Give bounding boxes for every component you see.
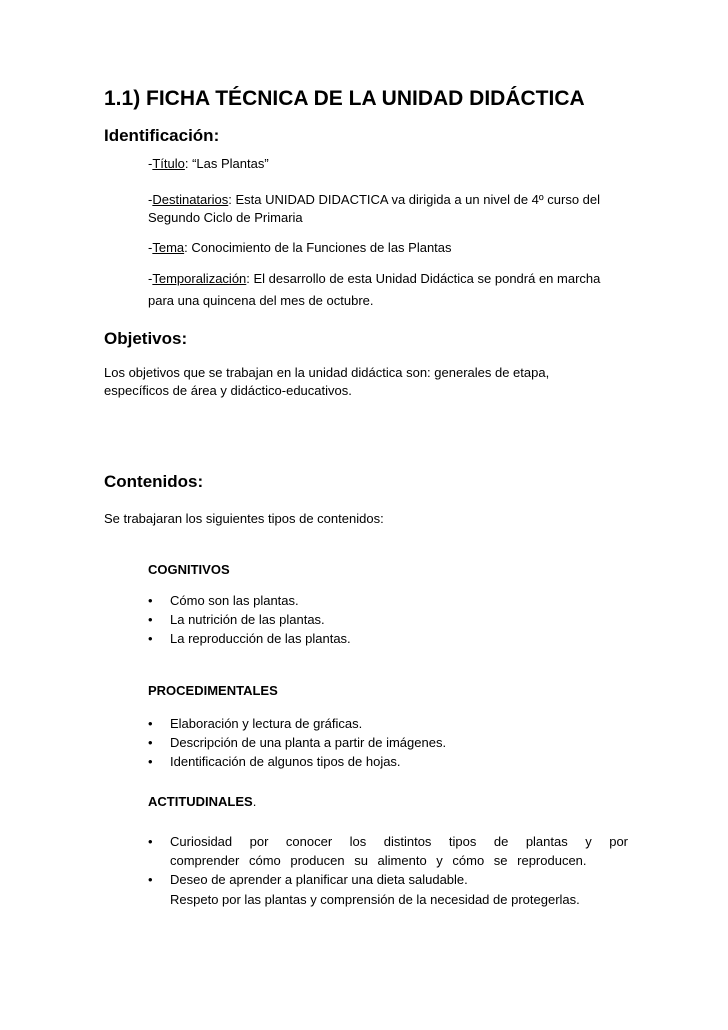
actitudinales-heading-line bbox=[148, 793, 256, 811]
temporalizacion-line bbox=[148, 268, 628, 312]
cognitivos-heading: COGNITIVOS bbox=[148, 562, 230, 577]
contenidos-intro: Se trabajaran los siguientes tipos de contenidos: bbox=[104, 511, 384, 526]
temporalizacion-text: : El desarrollo de esta Unidad Didáctica se pondrá en marcha para una quincena del mes de octubre. bbox=[148, 271, 601, 308]
list-item: • La nutrición de las plantas. bbox=[148, 612, 325, 627]
bullet-icon: • bbox=[148, 716, 153, 731]
temporalizacion-prefix: - bbox=[148, 271, 153, 286]
bullet-icon: • bbox=[148, 872, 153, 887]
actitudinales-continuation: Respeto por las plantas y comprensión de la necesidad de protegerlas. bbox=[170, 892, 580, 907]
objetivos-heading: Objetivos: bbox=[104, 329, 188, 348]
cognitivos-list bbox=[148, 591, 628, 648]
contenidos-heading: Contenidos: bbox=[104, 472, 204, 491]
destinatarios-line bbox=[148, 191, 628, 227]
procedimentales-heading: PROCEDIMENTALES bbox=[148, 683, 278, 698]
objetivos-text: Los objetivos que se trabajan en la unidad didáctica son: generales de etapa, específicos de área y didáctico-educativos. bbox=[104, 365, 550, 398]
titulo-prefix: - bbox=[148, 156, 153, 171]
bullet-icon: • bbox=[148, 593, 153, 608]
procedimentales-list bbox=[148, 714, 628, 771]
list-item: • Cómo son las plantas. bbox=[148, 593, 299, 608]
document-title: 1.1) FICHA TÉCNICA DE LA UNIDAD DIDÁCTICA bbox=[104, 87, 585, 110]
tema-label: Tema bbox=[152, 240, 185, 255]
actitudinales-heading: ACTITUDINALES bbox=[148, 794, 253, 809]
titulo-label: Título bbox=[152, 156, 185, 171]
temporalizacion-label: Temporalización bbox=[152, 271, 247, 286]
destinatarios-prefix: - bbox=[148, 192, 153, 207]
bullet-icon: • bbox=[148, 834, 153, 849]
destinatarios-text: : Esta UNIDAD DIDACTICA va dirigida a un nivel de 4º curso del Segundo Ciclo de Primaria bbox=[148, 192, 601, 225]
list-item: • Deseo de aprender a planificar una dieta saludable. bbox=[148, 872, 468, 887]
bullet-icon: • bbox=[148, 631, 153, 646]
list-item: • Elaboración y lectura de gráficas. bbox=[148, 716, 363, 731]
bullet-icon: • bbox=[148, 754, 153, 769]
titulo-text: : “Las Plantas” bbox=[184, 156, 269, 171]
identificacion-heading: Identificación: bbox=[104, 126, 220, 145]
actitudinales-suffix: . bbox=[252, 794, 257, 809]
list-item: • Descripción de una planta a partir de imágenes. bbox=[148, 735, 447, 750]
titulo-line bbox=[148, 155, 628, 173]
tema-prefix: - bbox=[148, 240, 153, 255]
tema-line bbox=[148, 239, 628, 257]
actitudinales-list bbox=[148, 832, 628, 889]
bullet-icon: • bbox=[148, 735, 153, 750]
bullet-icon: • bbox=[148, 612, 153, 627]
tema-text: : Conocimiento de la Funciones de las Plantas bbox=[184, 240, 452, 255]
list-item: • La reproducción de las plantas. bbox=[148, 631, 351, 646]
destinatarios-label: Destinatarios bbox=[152, 192, 229, 207]
list-item: • Curiosidad por conocer los distintos tipos de plantas y por comprender cómo producen su alimento y cómo se reproducen. bbox=[148, 834, 628, 868]
list-item: • Identificación de algunos tipos de hojas. bbox=[148, 754, 401, 769]
